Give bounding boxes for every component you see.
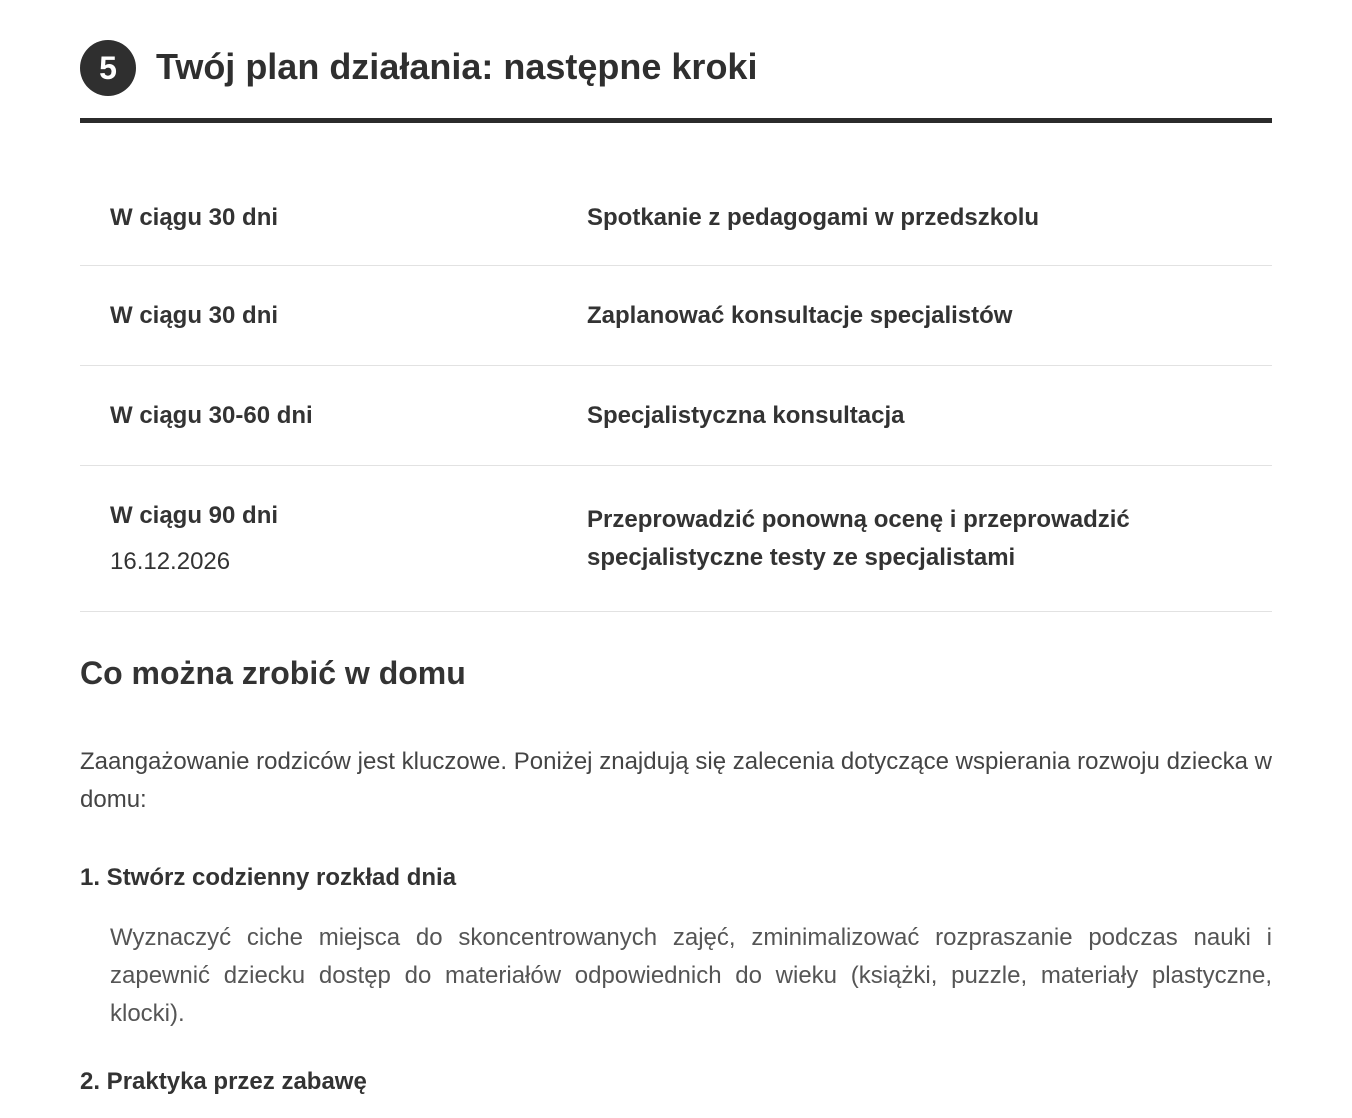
step-number-badge: 5 bbox=[80, 40, 136, 96]
section-header bbox=[80, 0, 1272, 123]
recommendation-body: Wyznaczyć ciche miejsca do skoncentrowanych zajęć, zminimalizować rozpraszanie podczas nauki i zapewnić dziecku dostęp do materiałów odpowiednich do wieku (książki, puzzle, materiały plastyczne, klocki). bbox=[110, 924, 1272, 1027]
recommendation-title: 2. Praktyka przez zabawę bbox=[80, 1068, 367, 1095]
document-page bbox=[80, 0, 1272, 1095]
timeframe-label: W ciągu 30-60 dni bbox=[110, 402, 313, 429]
action-plan-table bbox=[80, 168, 1272, 612]
task-label: Przeprowadzić ponowną ocenę i przeprowadzić specjalistyczne testy ze specjalistami bbox=[587, 506, 1130, 571]
recommendation-title: 1. Stwórz codzienny rozkład dnia bbox=[80, 864, 457, 891]
table-row bbox=[80, 466, 1272, 612]
table-row bbox=[80, 266, 1272, 366]
table-row bbox=[80, 366, 1272, 466]
home-intro-text: Zaangażowanie rodziców jest kluczowe. Poniżej znajdują się zalecenia dotyczące wspierania rozwoju dziecka w domu: bbox=[80, 748, 1272, 813]
timeframe-label: W ciągu 30 dni bbox=[110, 204, 279, 231]
home-section-title: Co można zrobić w domu bbox=[80, 655, 466, 691]
table-row bbox=[80, 168, 1272, 266]
task-label: Zaplanować konsultacje specjalistów bbox=[587, 302, 1013, 329]
task-label: Specjalistyczna konsultacja bbox=[587, 402, 905, 429]
task-label: Spotkanie z pedagogami w przedszkolu bbox=[587, 204, 1040, 231]
deadline-date: 16.12.2026 bbox=[110, 548, 231, 575]
section-title: Twój plan działania: następne kroki bbox=[156, 46, 758, 87]
timeframe-label: W ciągu 30 dni bbox=[110, 302, 279, 329]
timeframe-label: W ciągu 90 dni bbox=[110, 502, 279, 529]
